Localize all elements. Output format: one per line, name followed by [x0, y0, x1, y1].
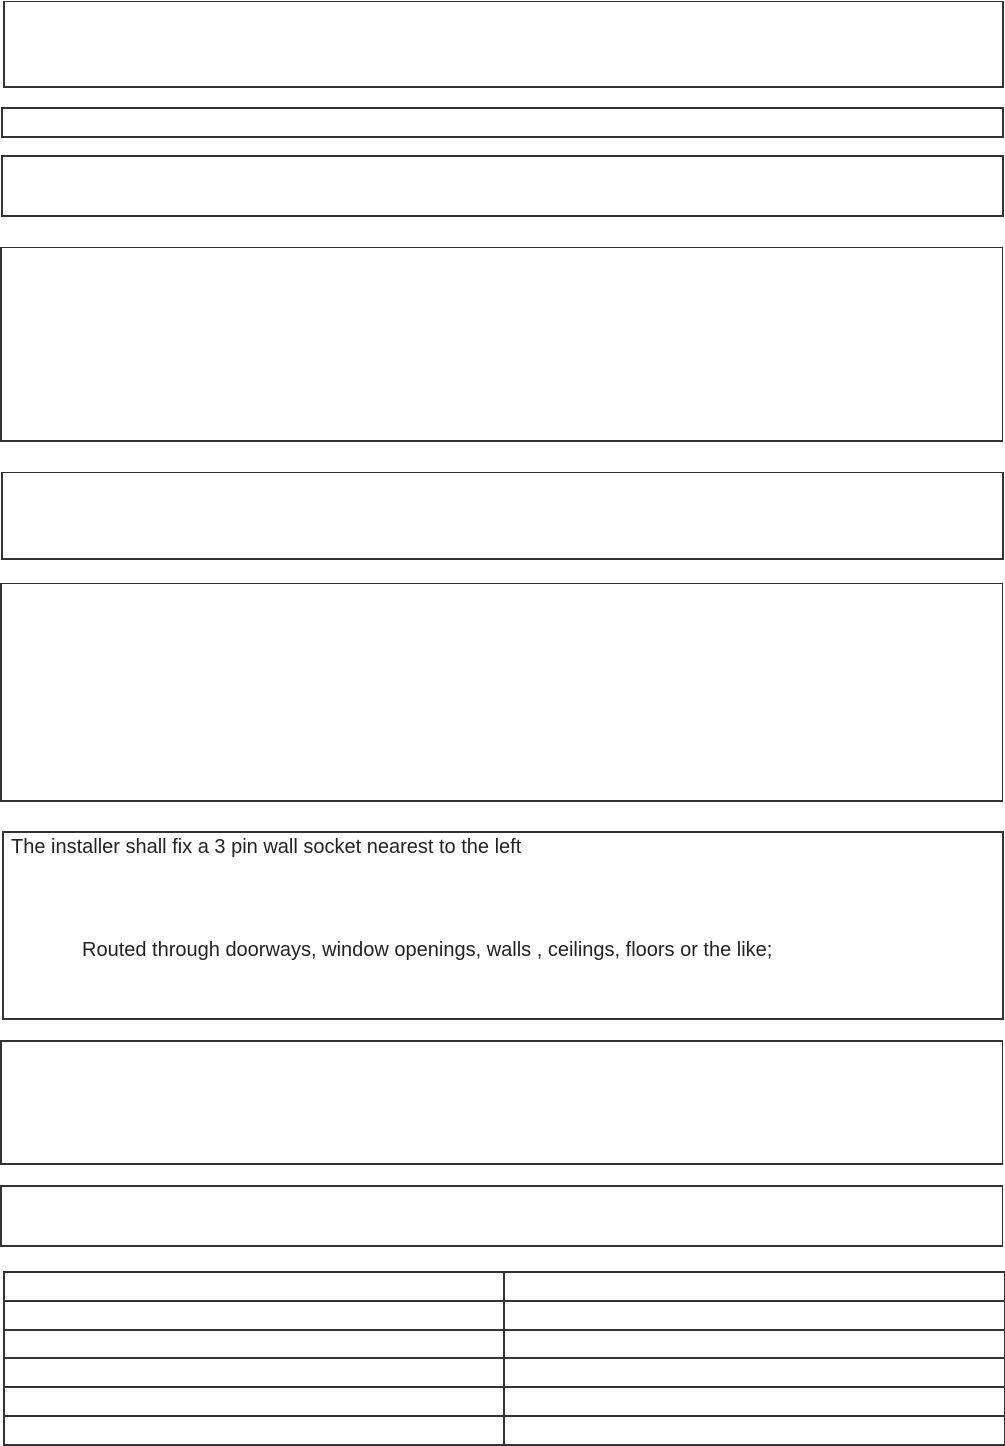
table-cell: [504, 1416, 1005, 1445]
table-cell: [504, 1272, 1005, 1301]
details-table: [3, 1271, 1005, 1446]
form-box-3: [1, 155, 1004, 217]
table-cell: [4, 1358, 504, 1387]
table-row: [4, 1272, 1005, 1301]
form-box-4: [0, 247, 1003, 442]
installation-note-box: [2, 831, 1004, 1020]
table-row: [4, 1416, 1005, 1445]
table-cell: [504, 1330, 1005, 1359]
table-cell: [4, 1387, 504, 1416]
table-row: [4, 1387, 1005, 1416]
installation-note-line-2: Routed through doorways, window openings, walls , ceilings, floors or the like;: [82, 939, 773, 961]
table-cell: [4, 1330, 504, 1359]
table-row: [4, 1330, 1005, 1359]
form-box-1: [3, 1, 1004, 88]
table-row: [4, 1301, 1005, 1330]
table-cell: [504, 1358, 1005, 1387]
table-row: [4, 1358, 1005, 1387]
form-box-8: [0, 1040, 1003, 1165]
table-cell: [504, 1387, 1005, 1416]
installation-note-line-1: The installer shall fix a 3 pin wall socket nearest to the left: [11, 836, 522, 858]
form-box-5: [1, 472, 1004, 560]
form-box-9: [0, 1185, 1003, 1247]
table-cell: [4, 1272, 504, 1301]
table-cell: [4, 1301, 504, 1330]
table-cell: [4, 1416, 504, 1445]
table-cell: [504, 1301, 1005, 1330]
form-box-2: [1, 107, 1004, 138]
form-box-6: [0, 583, 1003, 802]
